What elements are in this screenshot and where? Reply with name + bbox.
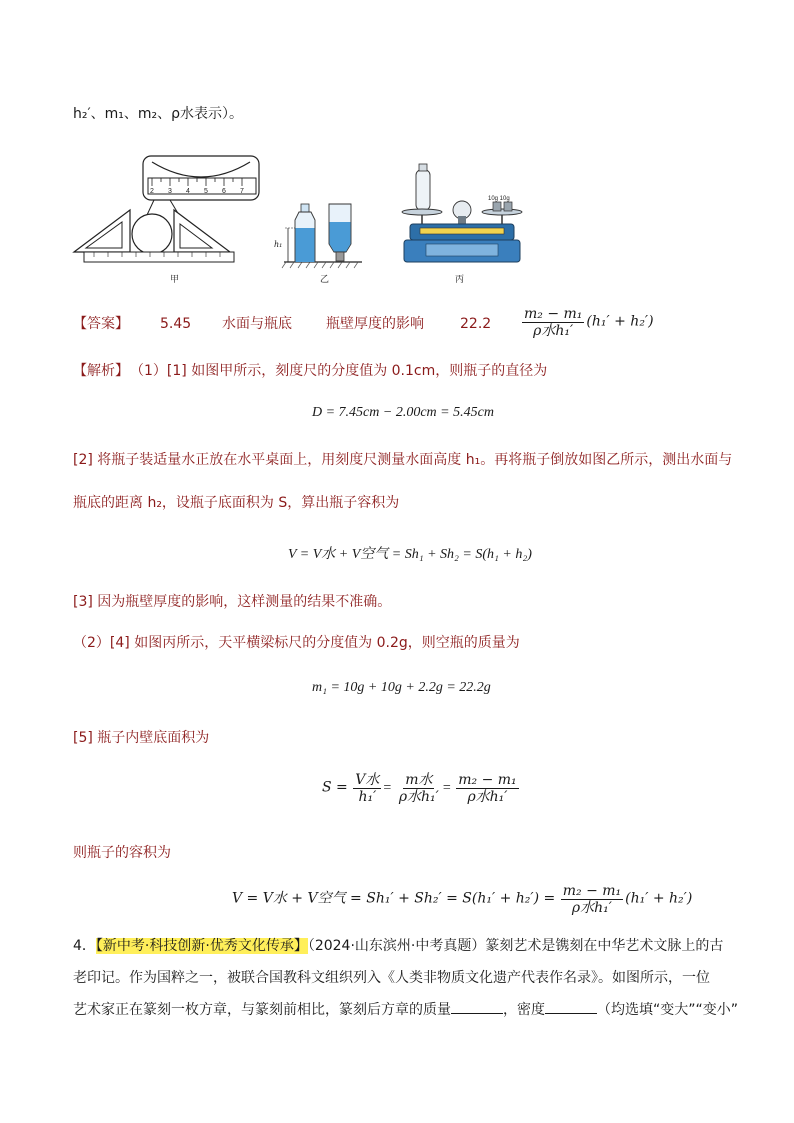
label-h1: h₁ (274, 240, 283, 249)
answer-5 (520, 306, 654, 339)
top-line: h₂′、m₁、m₂、ρ水表示）。 (73, 106, 244, 122)
experiment-figure (70, 152, 530, 292)
question-number: 4． (73, 938, 96, 954)
answer-5-denominator: ρ水h₁′ (533, 323, 574, 339)
ruler-tick: 6 (222, 188, 226, 195)
eq5-num: m₂ − m₁ (562, 883, 622, 899)
question-4-line-1 (73, 936, 723, 956)
analysis-p2b: 瓶底的距离 h₂，设瓶子底面积为 S，算出瓶子容积为 (73, 495, 400, 511)
ruler-tick: 4 (186, 188, 190, 195)
question-4-line-3 (73, 999, 738, 1020)
question-4-l3b: ，密度 (503, 1002, 545, 1018)
answer-2: 水面与瓶底 (222, 316, 292, 332)
equation-4: S = $\frac{\text{V水}}{\text{h₁′}}$ = $\frac{\text{m水}}{\text{ρ水h₁′}}$ = $\frac{\text{m₂ − m₁}}{\text{ρ水h₁′}}$ (322, 772, 517, 805)
question-tag-highlight: 【新中考·科技创新·优秀文化传承】 (95, 938, 308, 954)
analysis-p2a: [2] 将瓶子装适量水正放在水平桌面上，用刻度尺测量水面高度 h₁。再将瓶子倒放如图乙所示，测出水面与 (73, 452, 733, 468)
eq4-f1-den: h₁′ (358, 789, 377, 805)
figure-bing (402, 164, 522, 285)
equation-4-lhs: S = (322, 779, 348, 796)
answer-1: 5.45 (160, 316, 192, 332)
analysis-p5: [5] 瓶子内壁底面积为 (73, 730, 210, 746)
equation-3: m₁ = 10g + 10g + 2.2g = 22.2g (312, 680, 491, 695)
blank-density[interactable] (545, 999, 597, 1014)
ruler-tick: 2 (150, 188, 154, 195)
eq4-f2-num: m水 (405, 772, 433, 788)
label-jia: 甲 (170, 275, 180, 285)
eq4-f1-num: V水 (355, 772, 380, 788)
analysis-p1: （1）[1] 如图甲所示，刻度尺的分度值为 0.1cm，则瓶子的直径为 (130, 363, 548, 379)
eq4-f3-num: m₂ − m₁ (458, 772, 517, 788)
answer-tag: 【答案】 (73, 316, 129, 332)
label-yi: 乙 (320, 275, 330, 285)
eq5-den: ρ水h₁′ (571, 900, 612, 916)
ruler-tick: 7 (240, 188, 244, 195)
answer-3: 瓶壁厚度的影响 (326, 316, 424, 332)
question-4-l3c: （均选填“变大”“变小” (597, 1002, 739, 1018)
eq4-f2-den: ρ水h₁′ (398, 789, 439, 805)
question-4-line-2: 老印记。作为国粹之一，被联合国教科文组织列入《人类非物质文化遗产代表作名录》。如图所示，一位 (73, 970, 710, 986)
equation-5 (232, 883, 692, 916)
equation-2: V = V水 + V空气 = Sh₁ + Sh₂ = S(h₁ + h₂) (288, 547, 532, 562)
question-4-l3a: 艺术家正在篆刻一枚方章，与篆刻前相比，篆刻后方章的质量 (73, 1002, 451, 1018)
weights-label: 10g 10g (488, 196, 510, 202)
analysis-tag: 【解析】 (73, 363, 129, 379)
answer-4: 22.2 (460, 316, 492, 332)
analysis-p6: 则瓶子的容积为 (73, 845, 171, 861)
question-4-l1-rest: （2024·山东滨州·中考真题）篆刻艺术是镌刻在中华艺术文脉上的古 (307, 938, 724, 954)
equation-1: D = 7.45cm − 2.00cm = 5.45cm (312, 405, 494, 420)
figure-jia (74, 156, 259, 285)
equation-5-lhs: V = V水 + V空气 = Sh₁′ + Sh₂′ = S(h₁′ + h₂′) = (232, 890, 556, 907)
answer-5-tail: (h₁′ + h₂′) (586, 313, 654, 330)
ruler-tick: 5 (204, 188, 208, 195)
blank-mass[interactable] (451, 999, 503, 1014)
label-bing: 丙 (455, 275, 465, 285)
figure-yi (274, 204, 362, 285)
ruler-tick: 3 (168, 188, 172, 195)
analysis-p3: [3] 因为瓶壁厚度的影响，这样测量的结果不准确。 (73, 594, 392, 610)
analysis-p4: （2）[4] 如图丙所示，天平横梁标尺的分度值为 0.2g，则空瓶的质量为 (73, 635, 520, 651)
equation-5-tail: (h₁′ + h₂′) (625, 890, 693, 907)
answer-5-numerator: m₂ − m₁ (524, 306, 583, 322)
eq4-f3-den: ρ水h₁′ (467, 789, 508, 805)
